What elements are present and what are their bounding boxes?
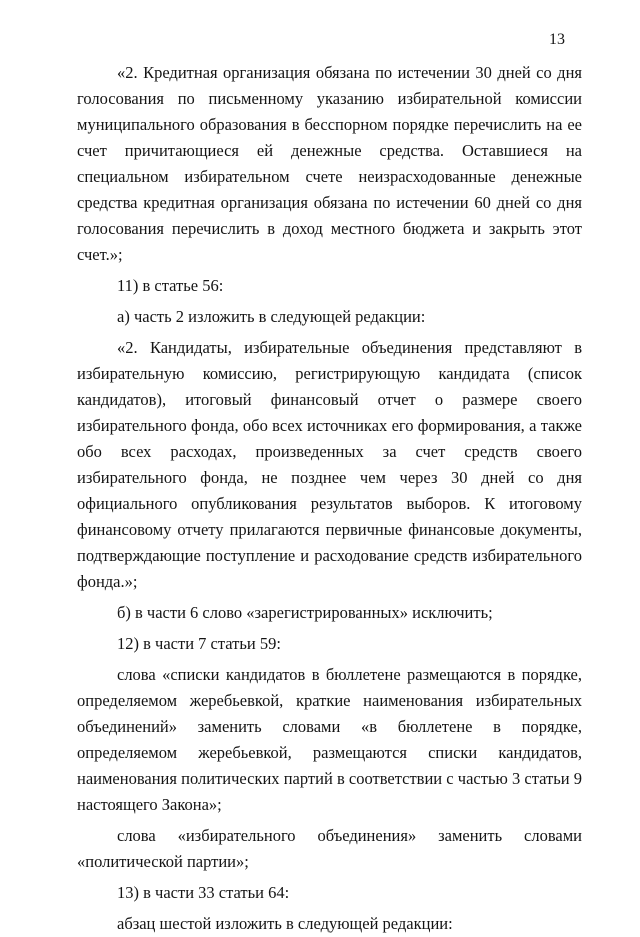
- paragraph-item-11b: б) в части 6 слово «зарегистрированных» исключить;: [117, 603, 493, 622]
- paragraph-ballot-order: слова «списки кандидатов в бюллетене размещаются в порядке, определяемом жеребьевкой, краткие наименования избирательных объединений» заменить словами «в бюллетене в порядке, определяемом жеребьевкой, размещаются списки кандидатов, наименования политических партий в соответствии с частью 3 статьи 9 настоящего Закона»;: [77, 665, 582, 814]
- paragraph-credit-organization: «2. Кредитная организация обязана по истечении 30 дней со дня голосования по письменному указанию избирательной комиссии муниципального образования в бесспорном порядке перечислить на ее счет причитающиеся ей денежные средства. Оставшиеся на специальном избирательном счете неизрасходованные денежные средства кредитная организация обязана по истечении 60 дней со дня голосования перечислить в доход местного бюджета и закрыть этот счет.»;: [77, 63, 582, 264]
- page-number: 13: [549, 31, 565, 48]
- paragraph-item-11a: а) часть 2 изложить в следующей редакции:: [117, 307, 426, 326]
- paragraph-item-12: 12) в части 7 статьи 59:: [117, 634, 281, 653]
- paragraph-candidates-report: «2. Кандидаты, избирательные объединения представляют в избирательную комиссию, регистрирующую кандидата (список кандидатов), итоговый финансовый отчет о размере своего избирательного фонда, обо всех источниках его формирования, а также обо всех расходах, произведенных за счет средств своего избирательного фонда, не позднее чем через 30 дней со дня официального опубликования результатов выборов. К итоговому финансовому отчету прилагаются первичные финансовые документы, подтверждающие поступление и расходование средств избирательного фонда.»;: [77, 338, 582, 591]
- paragraph-item-11: 11) в статье 56:: [117, 276, 224, 295]
- paragraph-sixth-clause: абзац шестой изложить в следующей редакции:: [117, 914, 453, 933]
- paragraph-item-13: 13) в части 33 статьи 64:: [117, 883, 290, 902]
- paragraph-political-party: слова «избирательного объединения» заменить словами «политической партии»;: [77, 826, 582, 871]
- document-body: [77, 60, 582, 937]
